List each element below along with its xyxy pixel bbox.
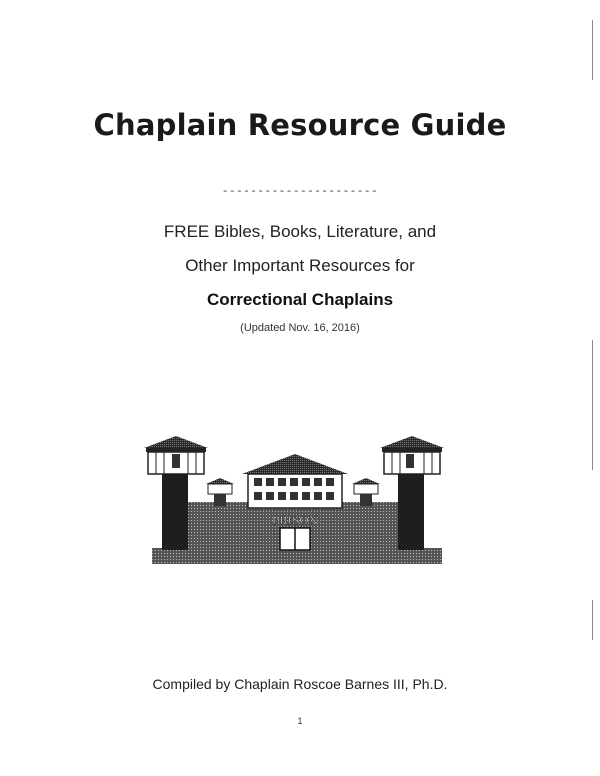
compiled-by: Compiled by Chaplain Roscoe Barnes III, Ph.D. (152, 676, 448, 692)
subtitle-line-3: Correctional Chaplains (206, 290, 394, 309)
small-guard-post-left (206, 478, 234, 506)
subtitle-line-1: FREE Bibles, Books, Literature, and (163, 222, 437, 241)
scan-artifact-line (592, 340, 593, 470)
scan-artifact-line (592, 600, 593, 640)
prison-sign: PRISON (271, 514, 319, 527)
updated-date: (Updated Nov. 16, 2016) (240, 322, 360, 334)
page-number: 1 (297, 716, 303, 726)
subtitle-line-2: Other Important Resources for (185, 256, 415, 275)
main-building (242, 454, 348, 508)
document-title: Chaplain Resource Guide (93, 108, 507, 142)
prison-illustration-icon (140, 430, 450, 570)
small-guard-post-right (352, 478, 380, 506)
scan-artifact-line (592, 20, 593, 80)
title-divider: ---------------------- (221, 186, 379, 198)
